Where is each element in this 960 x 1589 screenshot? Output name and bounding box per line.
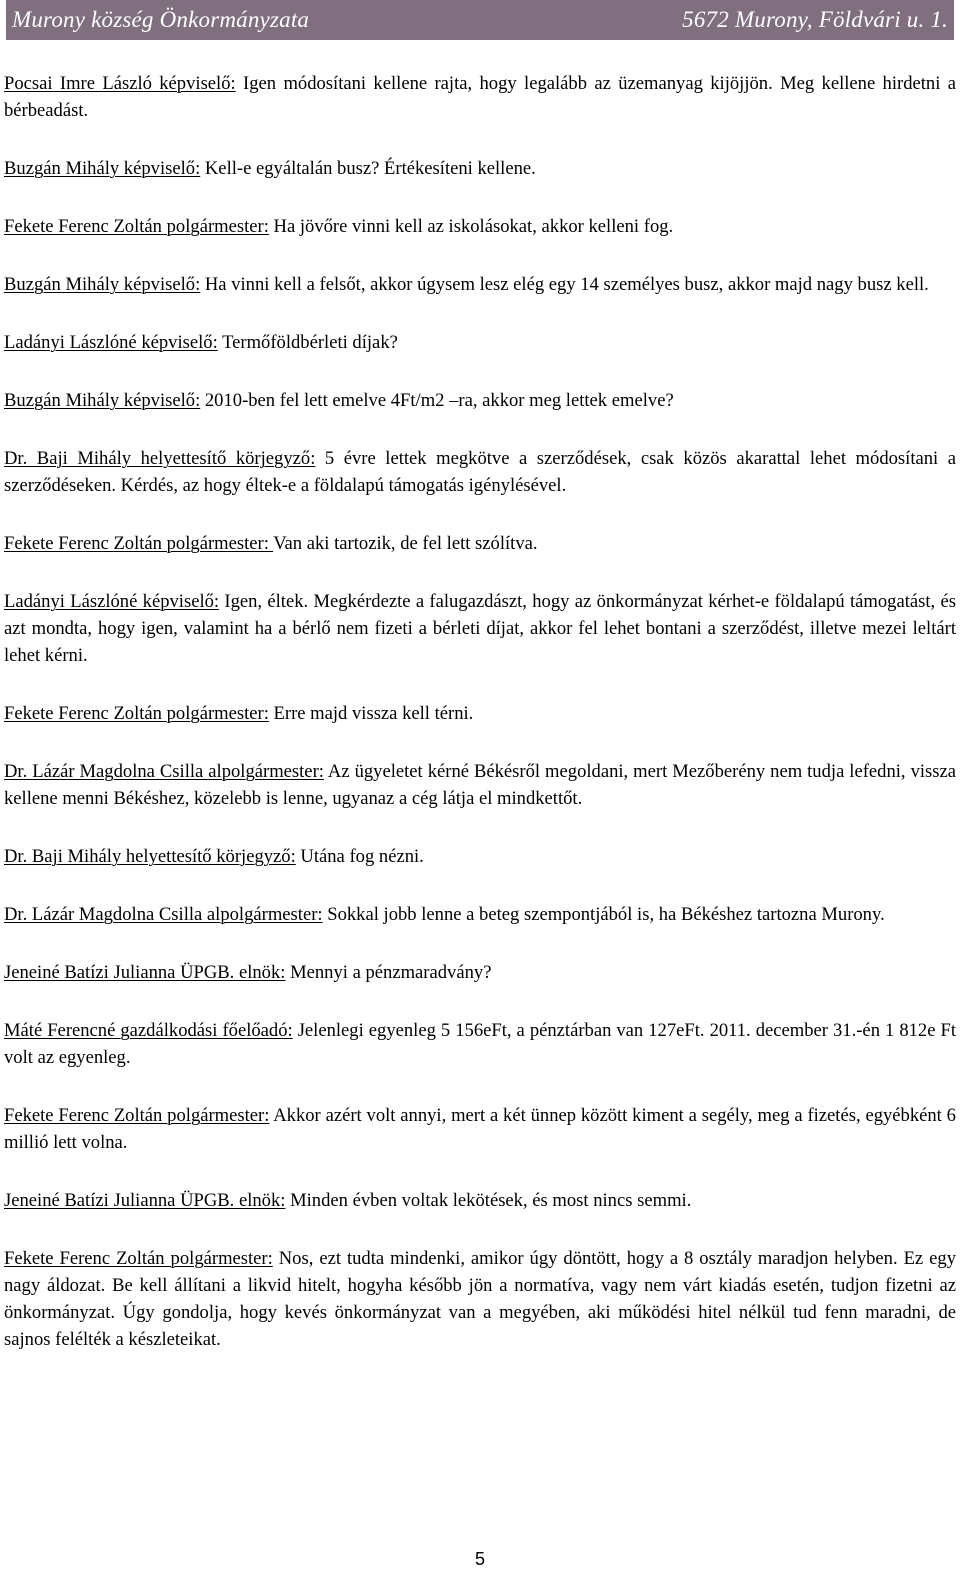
statement-text: 2010-ben fel lett emelve 4Ft/m2 –ra, akkor meg lettek emelve? xyxy=(200,390,674,411)
statement-text: Termőföldbérleti díjak? xyxy=(217,332,398,353)
minutes-paragraph xyxy=(4,758,956,812)
speaker-label: Máté Ferencné gazdálkodási főelőadó: xyxy=(4,1020,293,1041)
speaker-label: Fekete Ferenc Zoltán polgármester: xyxy=(4,703,269,724)
minutes-paragraph xyxy=(4,213,956,240)
speaker-label: Dr. Baji Mihály helyettesítő körjegyző: xyxy=(4,846,296,867)
speaker-label: Fekete Ferenc Zoltán polgármester: xyxy=(4,1248,273,1269)
statement-text: Igen módosítani kellene rajta, hogy legalább az üzemanyag kijöjjön. Meg kellene hirdetni a bérbeadást. xyxy=(4,73,956,121)
statement-text: Akkor azért volt annyi, mert a két ünnep között kiment a segély, meg a fizetés, egyébként 6 millió lett volna. xyxy=(4,1105,956,1153)
speaker-label: Ladányi Lászlóné képviselő: xyxy=(4,332,218,353)
statement-text: Ha vinni kell a felsőt, akkor úgysem lesz elég egy 14 személyes busz, akkor majd nagy busz kell. xyxy=(200,274,929,295)
speaker-label: Buzgán Mihály képviselő: xyxy=(4,390,201,411)
minutes-paragraph xyxy=(4,700,956,727)
statement-text: Erre majd vissza kell térni. xyxy=(268,703,474,724)
minutes-paragraph xyxy=(4,70,956,124)
statement-text: Mennyi a pénzmaradvány? xyxy=(285,962,492,983)
statement-text: Minden évben voltak lekötések, és most nincs semmi. xyxy=(285,1190,692,1211)
speaker-label: Buzgán Mihály képviselő: xyxy=(4,158,201,179)
minutes-paragraph xyxy=(4,843,956,870)
minutes-paragraph xyxy=(4,959,956,986)
statement-text: Nos, ezt tudta mindenki, amikor úgy döntött, hogy a 8 osztály maradjon helyben. Ez egy nagy áldozat. Be kell állítani a likvid hitelt, hogyha később jön a normatíva, vagy nem várt kiadás esetén, tudjon fizetni az önkormányzat. Úgy gondolja, hogy kevés önkormányzat van a megyében, aki működési hitel nélkül tud fenn maradni, de sajnos felélték a készleteikat. xyxy=(4,1248,956,1350)
header-address: 5672 Murony, Földvári u. 1. xyxy=(682,7,948,32)
minutes-paragraph xyxy=(4,445,956,499)
speaker-label: Buzgán Mihály képviselő: xyxy=(4,274,201,295)
minutes-paragraph xyxy=(4,530,956,557)
minutes-paragraph xyxy=(4,1245,956,1353)
header-organization: Murony község Önkormányzata xyxy=(12,7,310,32)
speaker-label: Ladányi Lászlóné képviselő: xyxy=(4,591,220,612)
statement-text: Igen, éltek. Megkérdezte a falugazdászt, hogy az önkormányzat kérhet-e földalapú támogatást, és azt mondta, hogy igen, valamint ha a bérlő nem fizeti a bérleti díjat, akkor fel lehet bontani a szerződést, illetve mezei leltárt lehet kérni. xyxy=(4,591,956,666)
statement-text: Sokkal jobb lenne a beteg szempontjából is, ha Békéshez tartozna Murony. xyxy=(322,904,885,925)
minutes-paragraph xyxy=(4,1017,956,1071)
speaker-label: Fekete Ferenc Zoltán polgármester: xyxy=(4,1105,270,1126)
minutes-paragraph xyxy=(4,588,956,669)
statement-text: Van aki tartozik, de fel lett szólítva. xyxy=(273,533,538,554)
speaker-label: Fekete Ferenc Zoltán polgármester: xyxy=(4,216,269,237)
minutes-paragraph xyxy=(4,271,956,298)
statement-text: Ha jövőre vinni kell az iskolásokat, akkor kelleni fog. xyxy=(268,216,674,237)
minutes-body xyxy=(4,70,956,1384)
speaker-label: Dr. Lázár Magdolna Csilla alpolgármester: xyxy=(4,761,324,782)
minutes-paragraph xyxy=(4,329,956,356)
statement-text: 5 évre lettek megkötve a szerződések, csak közös akarattal lehet módosítani a szerződéseken. Kérdés, az hogy éltek-e a földalapú támogatás igénylésével. xyxy=(4,448,956,496)
statement-text: Jelenlegi egyenleg 5 156eFt, a pénztárban van 127eFt. 2011. december 31.-én 1 812e Ft volt az egyenleg. xyxy=(4,1020,956,1068)
statement-text: Kell-e egyáltalán busz? Értékesíteni kellene. xyxy=(200,158,536,179)
speaker-label: Jeneiné Batízi Julianna ÜPGB. elnök: xyxy=(4,962,286,983)
speaker-label: Dr. Lázár Magdolna Csilla alpolgármester: xyxy=(4,904,323,925)
minutes-paragraph xyxy=(4,1187,956,1214)
page-number: 5 xyxy=(474,1549,485,1569)
statement-text: Az ügyeletet kérné Békésről megoldani, mert Mezőberény nem tudja lefedni, vissza kellene menni Békéshez, közelebb is lenne, ugyanaz a cég látja el mindkettőt. xyxy=(4,761,957,809)
speaker-label: Pocsai Imre László képviselő: xyxy=(4,73,236,94)
speaker-label: Fekete Ferenc Zoltán polgármester: xyxy=(4,533,274,554)
minutes-paragraph xyxy=(4,1102,956,1156)
speaker-label: Dr. Baji Mihály helyettesítő körjegyző: xyxy=(4,448,316,469)
statement-text: Utána fog nézni. xyxy=(295,846,424,867)
minutes-paragraph xyxy=(4,387,956,414)
speaker-label: Jeneiné Batízi Julianna ÜPGB. elnök: xyxy=(4,1190,286,1211)
document-header xyxy=(6,0,954,40)
minutes-paragraph xyxy=(4,901,956,928)
minutes-paragraph xyxy=(4,155,956,182)
